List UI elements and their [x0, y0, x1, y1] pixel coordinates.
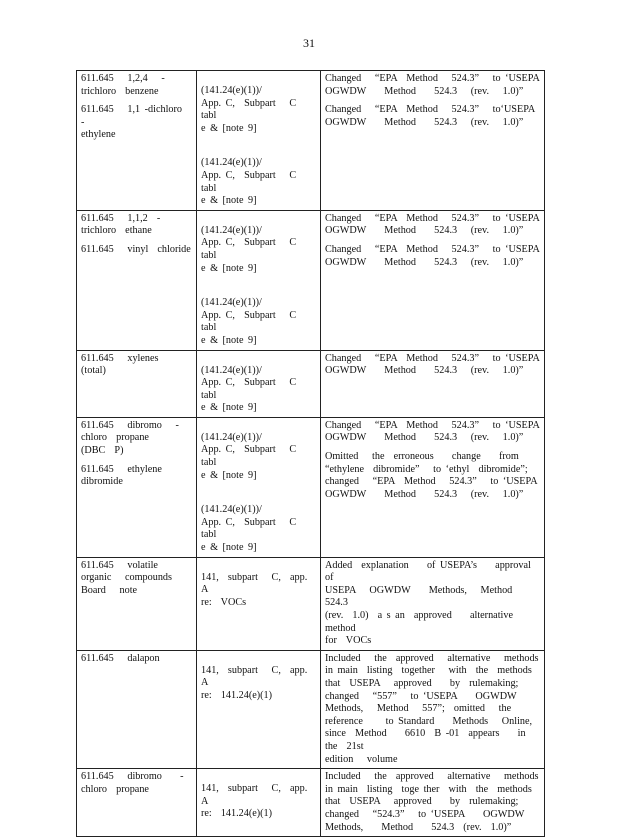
- section-cell: [77, 71, 197, 211]
- section-cell: [77, 769, 197, 837]
- reference-line: (141.24(e)(1))/: [201, 85, 262, 96]
- reference-line: e & [note 9]: [201, 122, 257, 134]
- section-line: dibromide: [81, 476, 123, 488]
- section-line: 611.645 xylenes (total): [81, 352, 173, 377]
- entry-gap: [201, 482, 316, 492]
- reference-line: e & [note 9]: [201, 402, 257, 414]
- section-line: (DBC P): [81, 445, 124, 457]
- section-line: 611.645 1,1 -dichloro -: [81, 104, 192, 128]
- entry-reference: [201, 492, 316, 554]
- change-line: OGWDW Method 524.3 (rev. 1.0)”: [325, 365, 524, 377]
- entry-reference: [201, 285, 316, 347]
- entry-section: [81, 353, 192, 378]
- reference-line: App. C, Subpart C tabl: [201, 377, 306, 401]
- table-row: [77, 650, 545, 768]
- change-line: Omitted the erroneous change from: [325, 451, 519, 463]
- entry-section: [81, 104, 192, 142]
- change-line: since Method 6610 B -01 appears in the 21st: [325, 728, 531, 752]
- entry-section: [81, 464, 192, 489]
- change-line: (rev. 1.0) a s an approved alternative method: [325, 610, 532, 634]
- table-row: [77, 71, 545, 211]
- entry-change: [325, 420, 540, 445]
- section-line: 611.645 vinyl chloride: [81, 243, 191, 255]
- entry-reference: [201, 560, 316, 610]
- amendments-table-body: [77, 71, 550, 837]
- table-row: [77, 557, 545, 650]
- change-line: Included the approved alternative methods: [325, 771, 539, 783]
- table-row: [77, 350, 545, 417]
- entry-section: [81, 244, 192, 257]
- change-line: that USEPA approved by rulemaking;: [325, 796, 519, 808]
- change-line: OGWDW Method 524.3 (rev. 1.0)”: [325, 488, 524, 500]
- entry-section: [81, 560, 192, 598]
- change-line: reference to Standard Methods Online,: [325, 715, 533, 727]
- entry-gap: [201, 275, 316, 285]
- change-line: for VOCs: [325, 635, 372, 647]
- reference-line: 141, subpart C, app. A: [201, 783, 316, 807]
- entry-reference: [201, 771, 316, 821]
- change-line: Included the approved alternative methods: [325, 652, 539, 664]
- section-line: 611.645 1,1,2 -: [81, 212, 161, 224]
- reference-line: e & [note 9]: [201, 542, 257, 554]
- change-cell: [321, 769, 545, 837]
- page-number: 31: [303, 36, 315, 50]
- change-line: USEPA OGWDW Methods, Method 524.3: [325, 584, 526, 609]
- reference-line: (141.24(e)(1))/: [201, 364, 262, 376]
- change-line: Changed “EPA Method 524.3” to‘USEPA: [325, 104, 536, 116]
- change-line: Changed “EPA Method 524.3” to ‘USEPA: [325, 419, 540, 431]
- reference-line: re: 141.24(e)(1): [201, 689, 273, 701]
- change-line: edition volume: [325, 753, 398, 765]
- reference-line: (141.24(e)(1))/: [201, 431, 262, 443]
- section-cell: [77, 350, 197, 417]
- change-cell: [321, 417, 545, 557]
- reference-line: e & [note 9]: [201, 469, 257, 481]
- section-cell: [77, 650, 197, 768]
- reference-line: e & [note 9]: [201, 262, 257, 274]
- change-cell: [321, 557, 550, 650]
- entry-reference: [201, 213, 316, 275]
- reference-line: 141, subpart C, app. A: [201, 664, 316, 689]
- change-line: OGWDW Method 524.3 (rev. 1.0)”: [325, 256, 524, 268]
- entry-section: [81, 213, 192, 238]
- entry-section: [81, 653, 192, 666]
- section-line: chloro propane: [81, 432, 149, 444]
- change-line: “ethylene dibromide” to ‘ethyl dibromide”;: [325, 463, 528, 475]
- entry-section: [81, 73, 192, 98]
- table-row: [77, 769, 545, 837]
- change-line: Changed “EPA Method 524.3” to ‘USEPA: [325, 73, 540, 84]
- reference-line: 141, subpart C, app. A: [201, 571, 316, 596]
- change-line: OGWDW Method 524.3 (rev. 1.0)”: [325, 225, 524, 237]
- entry-reference: [201, 420, 316, 482]
- change-line: OGWDW Method 524.3 (rev. 1.0)”: [325, 85, 524, 97]
- entry-change: [325, 244, 540, 269]
- section-cell: [77, 557, 197, 650]
- reference-line: App. C, Subpart C tabl: [201, 169, 306, 194]
- change-line: Added explanation of USEPA’s approval of: [325, 559, 550, 584]
- section-line: 611.645 dibromo -: [81, 771, 184, 783]
- entry-change: [325, 353, 540, 378]
- reference-line: re: 141.24(e)(1): [201, 808, 273, 820]
- entry-section: [81, 771, 192, 796]
- change-line: Methods, Method 524.3 (rev. 1.0)”: [325, 821, 512, 833]
- entry-change: [325, 451, 540, 501]
- entry-reference: [201, 353, 316, 415]
- entry-change: [325, 559, 550, 648]
- amendments-table: [76, 70, 550, 837]
- section-line: organic compounds: [81, 572, 172, 584]
- change-line: in main listing toge ther with the methods: [325, 783, 532, 795]
- reference-line: e & [note 9]: [201, 195, 257, 207]
- reference-cell: [197, 350, 321, 417]
- section-line: chloro propane: [81, 783, 149, 795]
- entry-section: [81, 420, 192, 458]
- reference-cell: [197, 417, 321, 557]
- entry-change: [325, 73, 540, 98]
- section-line: 611.645 ethylene: [81, 463, 162, 475]
- reference-line: re: VOCs: [201, 596, 247, 608]
- reference-line: (141.24(e)(1))/: [201, 504, 262, 516]
- section-line: trichloro ethane: [81, 225, 152, 237]
- change-cell: [321, 210, 545, 350]
- reference-line: e & [note 9]: [201, 334, 257, 346]
- section-line: 611.645 dalapon: [81, 652, 160, 664]
- table-row: [77, 417, 545, 557]
- table-row: [77, 210, 545, 350]
- change-cell: [321, 350, 545, 417]
- section-cell: [77, 417, 197, 557]
- section-cell: [77, 210, 197, 350]
- reference-line: App. C, Subpart C tabl: [201, 237, 306, 261]
- section-line: 611.645 volatile: [81, 559, 158, 571]
- reference-line: (141.24(e)(1))/: [201, 224, 262, 236]
- reference-line: App. C, Subpart C tabl: [201, 444, 306, 469]
- reference-cell: [197, 210, 321, 350]
- section-line: ethylene: [81, 129, 116, 141]
- section-line: trichloro benzene: [81, 85, 159, 97]
- entry-change: [325, 104, 540, 129]
- entry-change: [325, 771, 540, 834]
- change-line: changed “EPA Method 524.3” to ‘USEPA: [325, 476, 538, 488]
- change-line: Changed “EPA Method 524.3” to ‘USEPA: [325, 212, 540, 224]
- change-line: Changed “EPA Method 524.3” to ‘USEPA: [325, 352, 540, 364]
- entry-reference: [201, 73, 316, 135]
- entry-change: [325, 213, 540, 238]
- section-line: 611.645 1,2,4 -: [81, 73, 165, 84]
- change-line: OGWDW Method 524.3 (rev. 1.0)”: [325, 116, 524, 128]
- change-line: Methods, Method 557”; omitted the: [325, 703, 512, 715]
- section-line: 611.645 dibromo -: [81, 419, 179, 431]
- reference-line: App. C, Subpart C tabl: [201, 97, 306, 122]
- entry-reference: [201, 145, 316, 207]
- reference-line: App. C, Subpart C tabl: [201, 516, 306, 541]
- reference-cell: [197, 650, 321, 768]
- change-line: in main listing together with the methods: [325, 665, 532, 677]
- change-line: Changed “EPA Method 524.3” to ‘USEPA: [325, 243, 540, 255]
- entry-gap: [201, 135, 316, 145]
- reference-cell: [197, 557, 321, 650]
- reference-line: App. C, Subpart C tabl: [201, 309, 306, 334]
- change-line: OGWDW Method 524.3 (rev. 1.0)”: [325, 432, 524, 444]
- change-line: that USEPA approved by rulemaking;: [325, 677, 519, 689]
- reference-cell: [197, 769, 321, 837]
- change-cell: [321, 71, 545, 211]
- change-line: changed “557” to ‘USEPA OGWDW: [325, 690, 517, 702]
- section-line: Board note: [81, 584, 138, 596]
- entry-change: [325, 653, 540, 766]
- change-line: changed “524.3” to ‘USEPA OGWDW: [325, 808, 525, 820]
- reference-line: (141.24(e)(1))/: [201, 297, 262, 309]
- change-cell: [321, 650, 545, 768]
- entry-reference: [201, 653, 316, 703]
- reference-line: (141.24(e)(1))/: [201, 157, 262, 169]
- reference-cell: [197, 71, 321, 211]
